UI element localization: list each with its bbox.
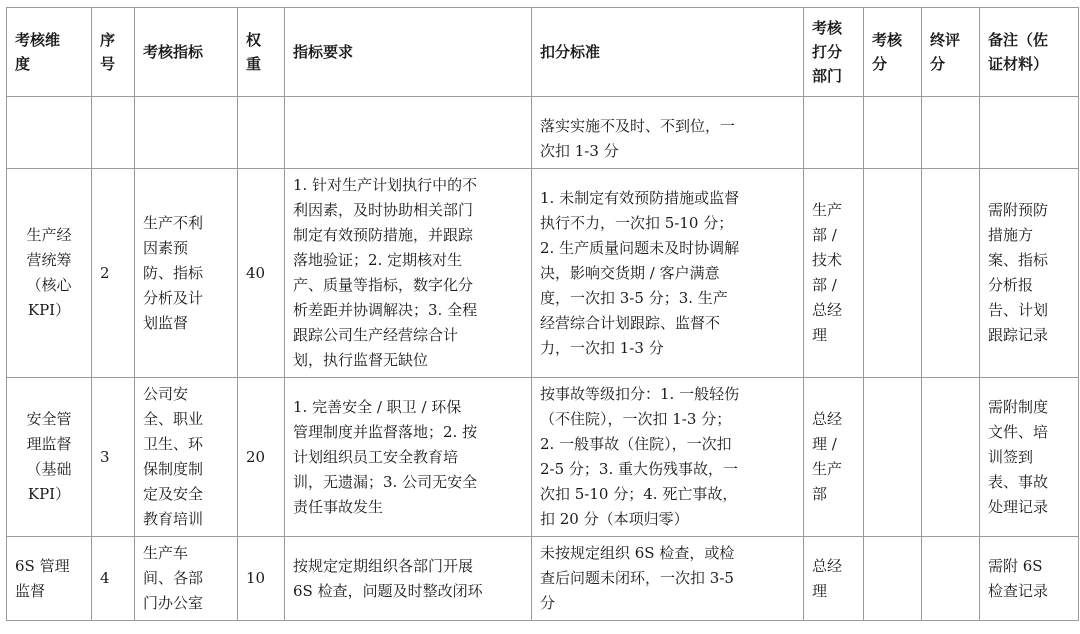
cell-seq: 2 [92, 169, 135, 378]
header-score: 考核 分 [864, 8, 922, 97]
cell-weight [238, 97, 285, 169]
cell-score [864, 97, 922, 169]
header-remark: 备注（佐 证材料） [980, 8, 1079, 97]
cell-deduction: 1. 未制定有效预防措施或监督 执行不力，一次扣 5-10 分； 2. 生产质量问题未及时协调解 决，影响交货期 / 客户满意 度，一次扣 3-5 分；3. 生产 经营综合计划跟踪、监督不 力，一次扣 1-3 分 [532, 169, 804, 378]
header-indicator: 考核指标 [135, 8, 238, 97]
cell-weight: 40 [238, 169, 285, 378]
cell-final [922, 169, 980, 378]
cell-dimension [7, 97, 92, 169]
cell-remark: 需附预防 措施方 案、指标 分析报 告、计划 跟踪记录 [980, 169, 1079, 378]
cell-final [922, 97, 980, 169]
cell-indicator: 生产不利 因素预 防、指标 分析及计 划监督 [135, 169, 238, 378]
cell-score [864, 169, 922, 378]
header-dept: 考核 打分 部门 [804, 8, 864, 97]
cell-seq: 3 [92, 378, 135, 537]
cell-deduction: 未按规定组织 6S 检查，或检 查后问题未闭环，一次扣 3-5 分 [532, 537, 804, 621]
cell-dept: 总经 理 / 生产 部 [804, 378, 864, 537]
cell-indicator: 公司安 全、职业 卫生、环 保制度制 定及安全 教育培训 [135, 378, 238, 537]
cell-requirement: 按规定定期组织各部门开展 6S 检查，问题及时整改闭环 [285, 537, 532, 621]
header-row [7, 8, 1079, 97]
cell-seq: 4 [92, 537, 135, 621]
cell-deduction: 按事故等级扣分：1. 一般轻伤 （不住院），一次扣 1-3 分； 2. 一般事故（住院），一次扣 2-5 分；3. 重大伤残事故，一 次扣 5-10 分；4. 死亡事故， 扣 20 分（本项归零） [532, 378, 804, 537]
cell-requirement [285, 97, 532, 169]
cell-weight: 20 [238, 378, 285, 537]
kpi-table-container [6, 7, 1079, 621]
header-seq: 序 号 [92, 8, 135, 97]
header-requirement: 指标要求 [285, 8, 532, 97]
cell-seq [92, 97, 135, 169]
cell-dimension: 生产经 营统筹 （核心 KPI） [7, 169, 92, 378]
cell-final [922, 537, 980, 621]
cell-final [922, 378, 980, 537]
cell-dept: 总经 理 [804, 537, 864, 621]
cell-requirement: 1. 针对生产计划执行中的不 利因素，及时协助相关部门 制定有效预防措施，并跟踪 落地验证；2. 定期核对生 产、质量等指标，数字化分 析差距并协调解决；3. 全程 跟踪公司生产经营综合计 划，执行监督无缺位 [285, 169, 532, 378]
header-weight: 权 重 [238, 8, 285, 97]
header-deduction: 扣分标准 [532, 8, 804, 97]
cell-indicator [135, 97, 238, 169]
cell-deduction: 落实实施不及时、不到位，一 次扣 1-3 分 [532, 97, 804, 169]
cell-requirement: 1. 完善安全 / 职卫 / 环保 管理制度并监督落地；2. 按 计划组织员工安全教育培 训，无遗漏；3. 公司无安全 责任事故发生 [285, 378, 532, 537]
cell-remark: 需附 6S 检查记录 [980, 537, 1079, 621]
table-row [7, 378, 1079, 537]
table-row [7, 537, 1079, 621]
header-final: 终评 分 [922, 8, 980, 97]
cell-dimension: 6S 管理 监督 [7, 537, 92, 621]
cell-score [864, 537, 922, 621]
cell-indicator: 生产车 间、各部 门办公室 [135, 537, 238, 621]
table-row [7, 169, 1079, 378]
cell-weight: 10 [238, 537, 285, 621]
header-dimension: 考核维 度 [7, 8, 92, 97]
table-row [7, 97, 1079, 169]
kpi-assessment-table [6, 7, 1079, 621]
cell-remark: 需附制度 文件、培 训签到 表、事故 处理记录 [980, 378, 1079, 537]
cell-remark [980, 97, 1079, 169]
cell-dept: 生产 部 / 技术 部 / 总经 理 [804, 169, 864, 378]
cell-dept [804, 97, 864, 169]
cell-score [864, 378, 922, 537]
cell-dimension: 安全管 理监督 （基础 KPI） [7, 378, 92, 537]
